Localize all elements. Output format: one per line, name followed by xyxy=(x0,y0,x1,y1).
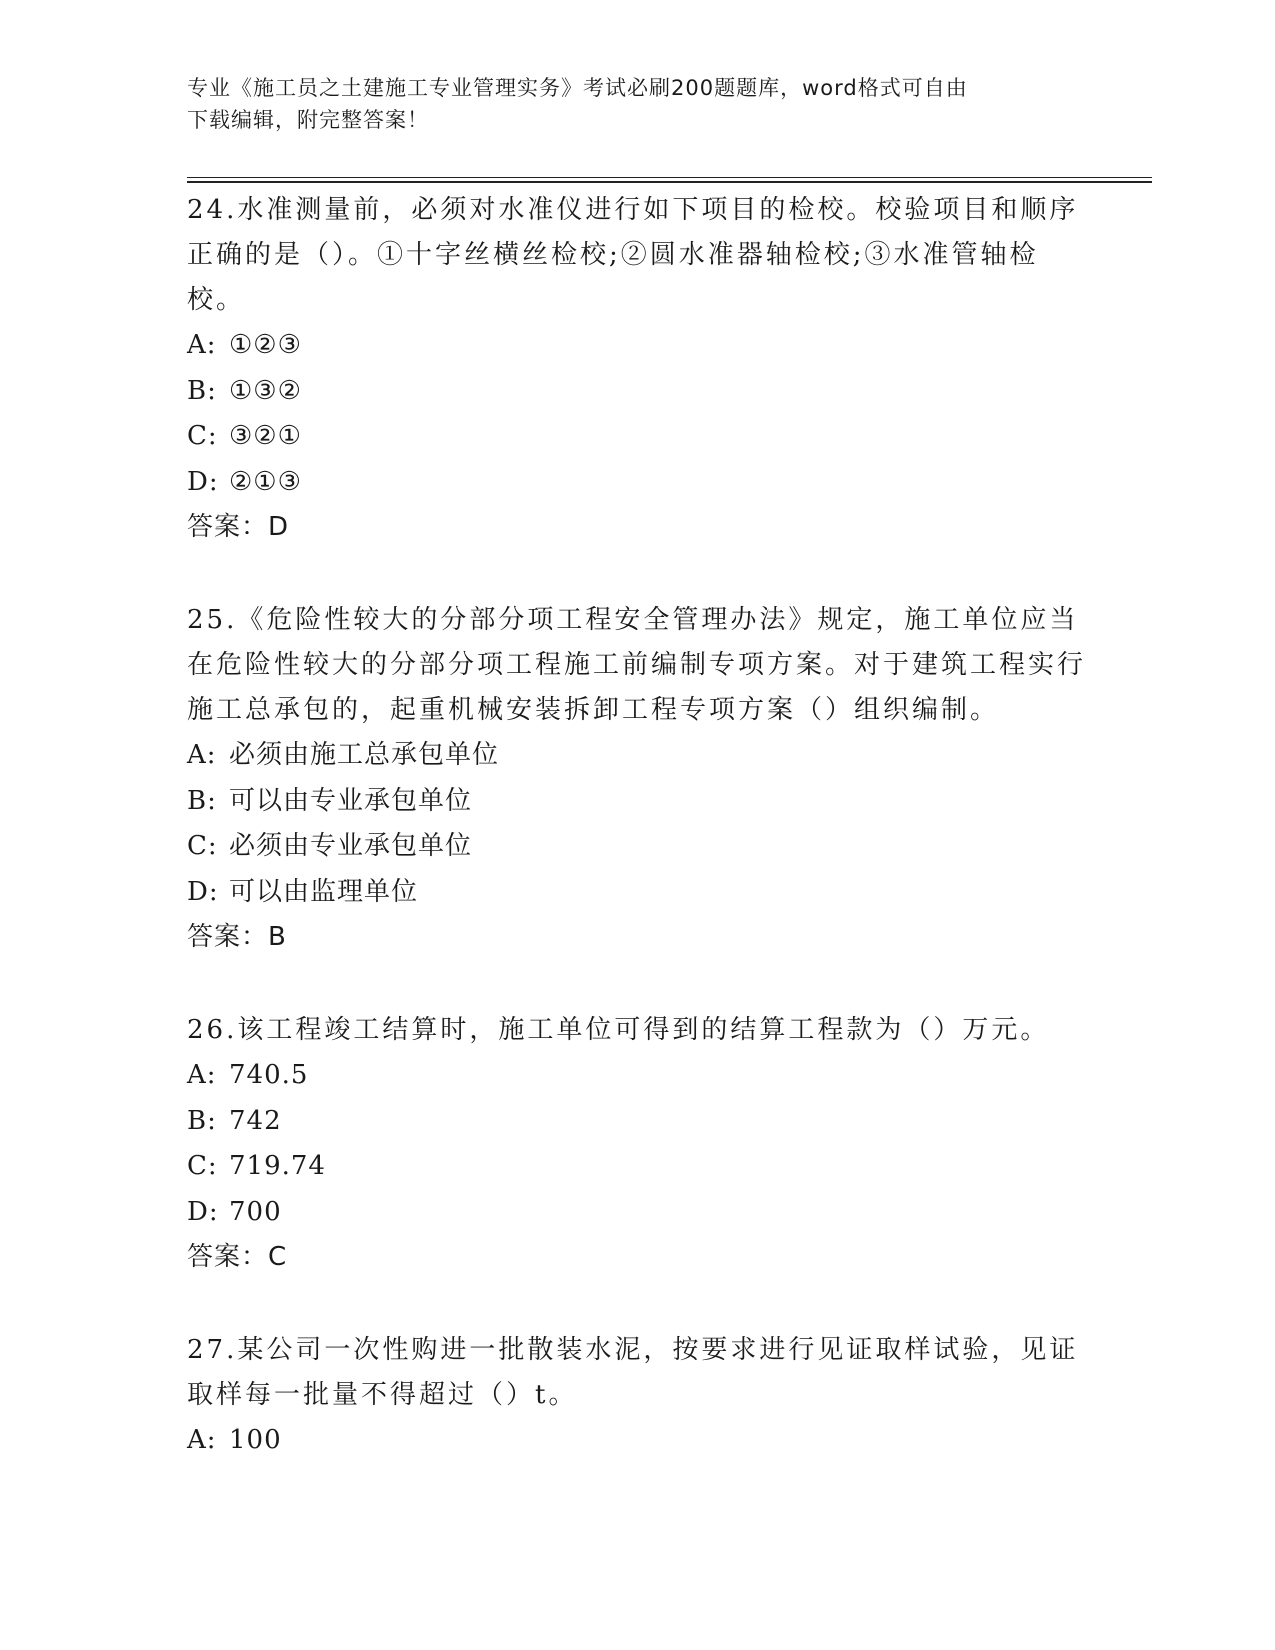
answer: 答案：B xyxy=(187,922,287,952)
option-letter: B: xyxy=(187,1105,217,1136)
option-text: ①③② xyxy=(229,375,302,406)
question-24 xyxy=(187,188,1087,550)
question-text: 27.某公司一次性购进一批散装水泥，按要求进行见证取样试验，见证取样每一批量不得超过（）t。 xyxy=(187,1335,1079,1410)
option-text: ②①③ xyxy=(229,466,302,497)
question-text: 25.《危险性较大的分部分项工程安全管理办法》规定，施工单位应当在危险性较大的分部分项工程施工前编制专项方案。对于建筑工程实行施工总承包的，起重机械安装拆卸工程专项方案（）组织编制。 xyxy=(187,605,1087,725)
option-b xyxy=(187,779,1087,825)
option-letter: A: xyxy=(187,740,217,770)
option-text: 700 xyxy=(229,1196,282,1227)
option-text: ③②① xyxy=(229,421,302,451)
header-line-2: 下载编辑，附完整答案！ xyxy=(187,108,429,132)
document-header xyxy=(187,72,1087,136)
option-c xyxy=(187,1144,1087,1190)
question-26 xyxy=(187,1008,1087,1280)
option-letter: D: xyxy=(187,466,219,497)
option-letter: D: xyxy=(187,876,219,907)
question-list xyxy=(187,188,1087,1464)
option-text: 必须由施工总承包单位 xyxy=(229,740,500,770)
option-d xyxy=(187,870,1087,916)
question-spacer xyxy=(187,550,1087,598)
option-text: 719.74 xyxy=(229,1151,326,1181)
header-divider-thick xyxy=(187,181,1152,183)
option-d xyxy=(187,460,1087,506)
option-letter: C: xyxy=(187,831,218,861)
option-letter: A: xyxy=(187,1425,217,1455)
question-text: 24.水准测量前，必须对水准仪进行如下项目的检校。校验项目和顺序正确的是（）。①十字丝横丝检校;②圆水准器轴检校;③水准管轴检校。 xyxy=(187,195,1079,315)
option-text: 可以由专业承包单位 xyxy=(229,785,473,816)
answer: 答案：D xyxy=(187,512,290,542)
option-text: ①②③ xyxy=(229,330,302,360)
question-27 xyxy=(187,1328,1087,1464)
option-c xyxy=(187,414,1087,460)
option-text: 100 xyxy=(229,1425,282,1455)
option-letter: A: xyxy=(187,330,217,360)
option-text: 740.5 xyxy=(229,1060,309,1090)
option-d xyxy=(187,1190,1087,1236)
option-b xyxy=(187,369,1087,415)
question-spacer xyxy=(187,960,1087,1008)
option-text: 必须由专业承包单位 xyxy=(229,831,473,861)
answer: 答案：C xyxy=(187,1242,288,1272)
question-25 xyxy=(187,598,1087,960)
option-a xyxy=(187,323,1087,369)
option-text: 可以由监理单位 xyxy=(229,876,419,907)
option-letter: C: xyxy=(187,421,218,451)
option-b xyxy=(187,1099,1087,1145)
option-c xyxy=(187,824,1087,870)
option-text: 742 xyxy=(229,1105,282,1136)
option-letter: B: xyxy=(187,785,217,816)
option-letter: C: xyxy=(187,1151,218,1181)
option-a xyxy=(187,1418,1087,1464)
header-divider-thin xyxy=(187,177,1152,178)
question-spacer xyxy=(187,1280,1087,1328)
header-line-1: 专业《施工员之土建施工专业管理实务》考试必刷200题题库，word格式可自由 xyxy=(187,76,968,100)
option-a xyxy=(187,1053,1087,1099)
option-letter: D: xyxy=(187,1196,219,1227)
option-letter: A: xyxy=(187,1060,217,1090)
question-text: 26.该工程竣工结算时，施工单位可得到的结算工程款为（）万元。 xyxy=(187,1015,1050,1045)
option-a xyxy=(187,733,1087,779)
option-letter: B: xyxy=(187,375,217,406)
